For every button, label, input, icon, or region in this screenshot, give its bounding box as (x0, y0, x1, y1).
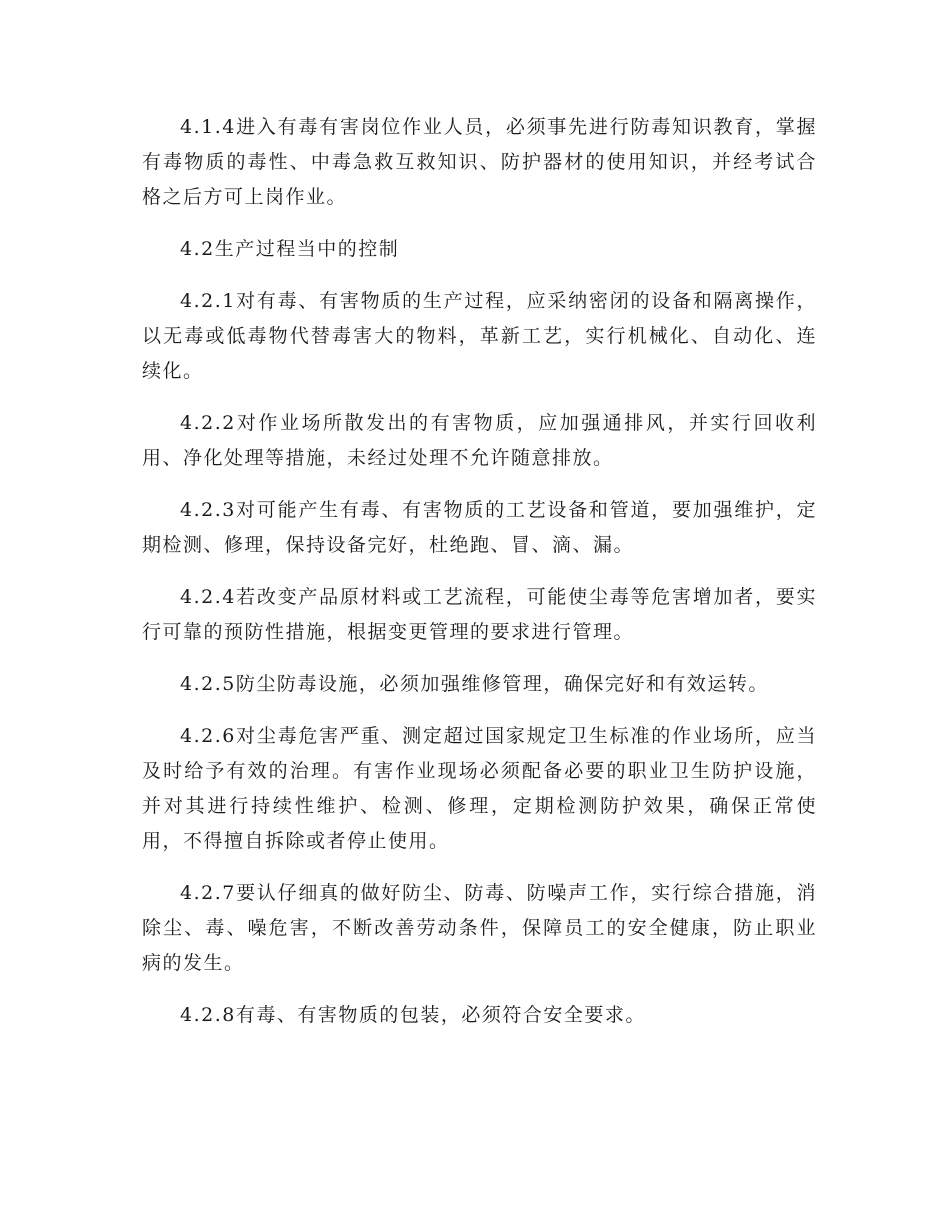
paragraph-4-2-2: 4.2.2对作业场所散发出的有害物质，应加强通排风，并实行回收利用、净化处理等措施，未经过处理不允许随意排放。 (142, 412, 817, 469)
paragraph-4-2-3: 4.2.3对可能产生有毒、有害物质的工艺设备和管道，要加强维护，定期检测、修理，保持设备完好，杜绝跑、冒、滴、漏。 (142, 499, 817, 556)
document-body (142, 110, 817, 1050)
paragraph-4-2-4: 4.2.4若改变产品原材料或工艺流程，可能使尘毒等危害增加者，要实行可靠的预防性措施，根据变更管理的要求进行管理。 (142, 586, 817, 643)
paragraph-4-2-6: 4.2.6对尘毒危害严重、测定超过国家规定卫生标准的作业场所，应当及时给予有效的治理。有害作业现场必须配备必要的职业卫生防护设施，并对其进行持续性维护、检测、修理，定期检测防护效果，确保正常使用，不得擅自拆除或者停止使用。 (142, 725, 817, 852)
paragraph-4-2-8: 4.2.8有毒、有害物质的包装，必须符合安全要求。 (180, 1004, 646, 1026)
paragraph-4-2-7: 4.2.7要认仔细真的做好防尘、防毒、防噪声工作，实行综合措施，消除尘、毒、噪危害，不断改善劳动条件，保障员工的安全健康，防止职业病的发生。 (142, 882, 817, 974)
paragraph-4-1-4: 4.1.4进入有毒有害岗位作业人员，必须事先进行防毒知识教育，掌握有毒物质的毒性、中毒急救互救知识、防护器材的使用知识，并经考试合格之后方可上岗作业。 (142, 116, 817, 208)
section-heading-4-2: 4.2生产过程当中的控制 (180, 238, 400, 260)
paragraph-4-2-5: 4.2.5防尘防毒设施，必须加强维修管理，确保完好和有效运转。 (180, 673, 769, 695)
paragraph-4-2-1: 4.2.1对有毒、有害物质的生产过程，应采纳密闭的设备和隔离操作，以无毒或低毒物代替毒害大的物料，革新工艺，实行机械化、自动化、连续化。 (142, 290, 817, 382)
